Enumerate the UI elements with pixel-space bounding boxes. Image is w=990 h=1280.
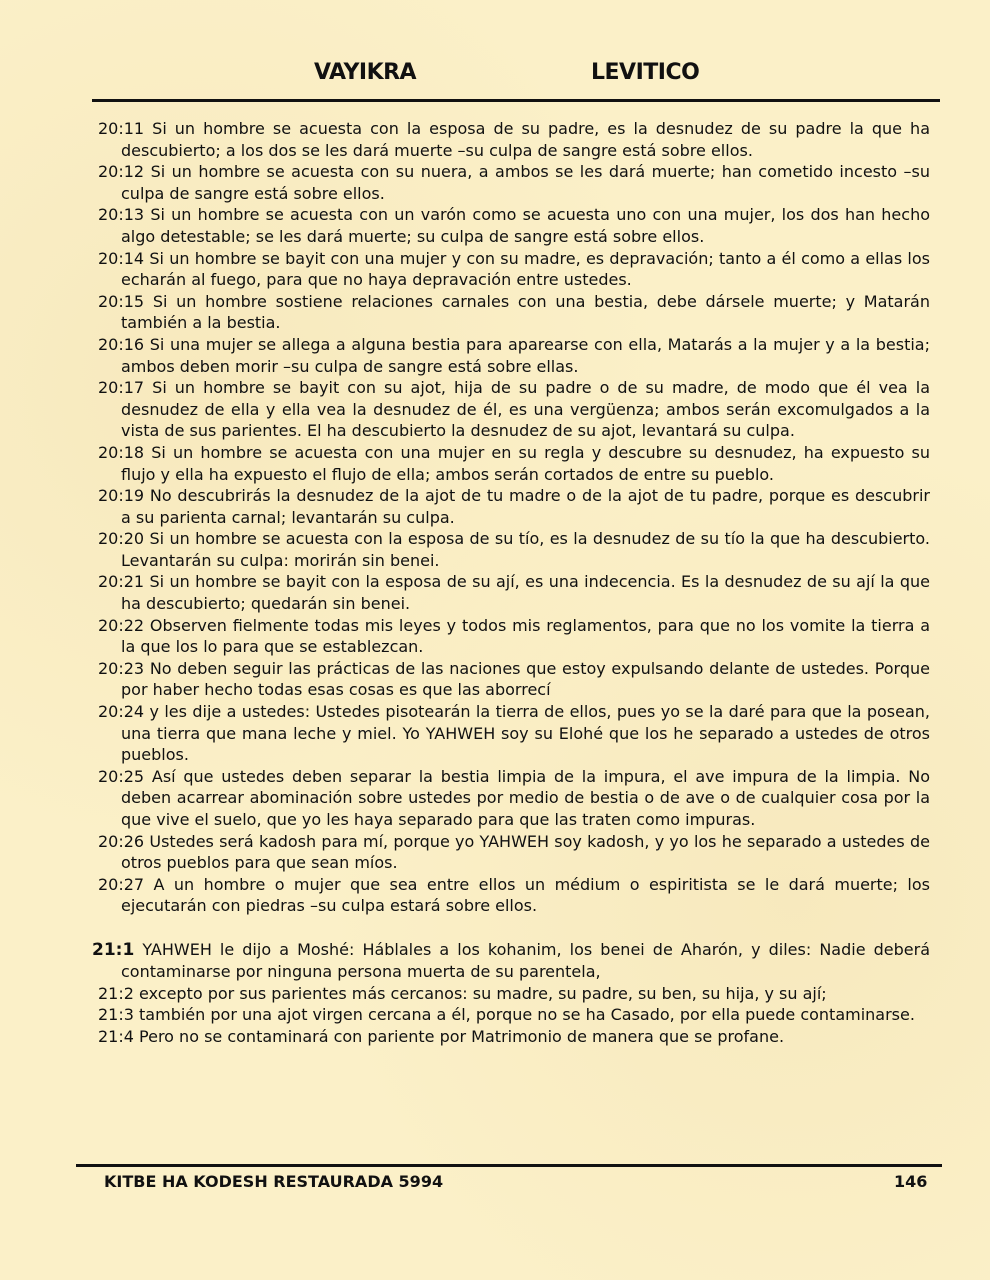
verse-number: 20:14 bbox=[98, 248, 145, 268]
verse-text: Si un hombre se acuesta con un varón como se acuesta uno con una mujer, los dos han hecho algo detestable; se les dará muerte; su culpa de sangre está sobre ellos. bbox=[121, 205, 931, 246]
footer-book-title: KITBE HA KODESH RESTAURADA 5994 bbox=[104, 1172, 444, 1191]
verse-number: 20:11 bbox=[98, 119, 145, 138]
verse bbox=[98, 1004, 930, 1026]
header-book-spanish: LEVITICO bbox=[591, 60, 700, 85]
verse-text: Si un hombre se acuesta con su nuera, a ambos se les dará muerte; han cometido incesto –su culpa de sangre está sobre ellos. bbox=[121, 162, 930, 203]
chapter-verse-number: 21:1 bbox=[92, 939, 135, 960]
verse bbox=[98, 334, 930, 377]
verse-number: 20:19 bbox=[98, 486, 145, 506]
verse-text: No deben seguir las prácticas de las naciones que estoy expulsando delante de ustedes. Porque por haber hecho todas esas cosas es que las aborrecí bbox=[121, 658, 930, 700]
footer-rule bbox=[76, 1164, 942, 1167]
header-rule bbox=[92, 99, 940, 102]
verse-text: Ustedes será kadosh para mí, porque yo YAHWEH soy kadosh, y yo los he separado a ustedes de otros pueblos para que sean míos. bbox=[121, 831, 930, 873]
verse bbox=[98, 766, 930, 831]
verse-text: YAHWEH le dijo a Moshé: Háblales a los kohanim, los benei de Aharón, y diles: Nadie deberá contaminarse por ninguna persona muerta de su parentela, bbox=[121, 939, 930, 982]
verse bbox=[98, 1026, 930, 1048]
verse-number: 20:20 bbox=[98, 529, 145, 549]
verse-text: Así que ustedes deben separar la bestia limpia de la impura, el ave impura de la limpia. No deben acarrear abominación sobre ustedes por medio de bestia o de ave o de cualquier cosa por la que vive el suelo, que yo les haya separado para que las traten como impuras. bbox=[121, 766, 930, 829]
page-number: 146 bbox=[894, 1172, 928, 1191]
verse-number: 20:25 bbox=[98, 766, 145, 786]
verse-text: excepto por sus parientes más cercanos: su madre, su padre, su ben, su hija, y su ají; bbox=[139, 983, 827, 1003]
verse bbox=[98, 874, 930, 917]
verse bbox=[98, 377, 930, 442]
verse-number: 20:26 bbox=[98, 831, 145, 851]
verse-number: 20:27 bbox=[98, 874, 145, 894]
verse bbox=[98, 701, 930, 766]
verse-text: A un hombre o mujer que sea entre ellos un médium o espiritista se le dará muerte; los ejecutarán con piedras –su culpa estará sobre ellos. bbox=[121, 874, 930, 916]
verse bbox=[98, 528, 930, 571]
verse-number: 20:24 bbox=[98, 702, 145, 722]
verse-number: 20:18 bbox=[98, 442, 145, 462]
verse bbox=[98, 204, 930, 247]
verse-text: Si un hombre se acuesta con la esposa de su tío, es la desnudez de su tío la que ha descubierto. Levantarán su culpa: morirán sin benei. bbox=[121, 529, 930, 570]
verse-text: Si un hombre se acuesta con la esposa de su padre, es la desnudez de su padre la que ha descubierto; a los dos se les dará muerte –su culpa de sangre está sobre ellos. bbox=[121, 119, 931, 160]
verse bbox=[98, 442, 930, 485]
verse bbox=[98, 615, 930, 658]
verse-number: 20:16 bbox=[98, 334, 145, 354]
verse-number: 21:2 bbox=[98, 983, 134, 1003]
verse-text: también por una ajot virgen cercana a él, porque no se ha Casado, por ella puede contaminarse. bbox=[139, 1005, 915, 1025]
verse-text: Si un hombre se bayit con la esposa de su ají, es una indecencia. Es la desnudez de su ají la que ha descubierto; quedarán sin benei. bbox=[121, 572, 931, 614]
verse-number: 20:15 bbox=[98, 291, 145, 311]
verse bbox=[98, 831, 930, 874]
page-header bbox=[0, 60, 990, 90]
verse-number: 20:12 bbox=[98, 162, 145, 182]
verse-text: Si una mujer se allega a alguna bestia para aparearse con ella, Matarás a la mujer y a la bestia; ambos deben morir –su culpa de sangre está sobre ellas. bbox=[121, 334, 931, 376]
verse-text: y les dije a ustedes: Ustedes pisotearán la tierra de ellos, pues yo se la daré para que la posean, una tierra que mana leche y miel. Yo YAHWEH soy su Elohé que los he separado a ustedes de otros pueblos. bbox=[121, 702, 931, 765]
verse-number: 20:21 bbox=[98, 572, 145, 592]
verse bbox=[98, 485, 930, 528]
verse-text: No descubrirás la desnudez de la ajot de tu madre o de la ajot de tu padre, porque es descubrir a su parienta carnal; levantarán su culpa. bbox=[121, 486, 930, 527]
verse-text: Si un hombre se bayit con una mujer y con su madre, es depravación; tanto a él como a ellas los echarán al fuego, para que no haya depravación entre ustedes. bbox=[121, 248, 931, 290]
verse bbox=[98, 118, 930, 161]
verse bbox=[98, 571, 930, 614]
verse bbox=[98, 291, 930, 334]
page-body bbox=[92, 118, 931, 1048]
verse-text: Pero no se contaminará con pariente por Matrimonio de manera que se profane. bbox=[139, 1026, 785, 1046]
verse-number: 20:13 bbox=[98, 205, 145, 225]
verse bbox=[98, 983, 930, 1005]
chapter-opening-verse bbox=[92, 939, 930, 983]
header-book-hebrew: VAYIKRA bbox=[314, 60, 417, 85]
verse bbox=[98, 161, 930, 204]
verse-number: 21:4 bbox=[98, 1026, 134, 1046]
verse bbox=[98, 658, 930, 701]
verse-text: Si un hombre se acuesta con una mujer en su regla y descubre su desnudez, ha expuesto su flujo y ella ha expuesto el flujo de ella; ambos serán cortados de entre su pueblo. bbox=[121, 442, 930, 484]
verse-text: Si un hombre se bayit con su ajot, hija de su padre o de su madre, de modo que él vea la desnudez de ella y ella vea la desnudez de él, es una vergüenza; ambos serán excomulgados a la vista de sus parientes. El ha descubierto la desnudez de su ajot, levantará su culpa. bbox=[121, 378, 930, 441]
verse-text: Observen fielmente todas mis leyes y todos mis reglamentos, para que no los vomite la tierra a la que los lo para que se establezcan. bbox=[121, 615, 930, 657]
verse-text: Si un hombre sostiene relaciones carnales con una bestia, debe dársele muerte; y Matarán también a la bestia. bbox=[121, 291, 930, 333]
verse-number: 20:22 bbox=[98, 615, 145, 635]
verse-number: 20:17 bbox=[98, 378, 145, 398]
verse bbox=[98, 248, 930, 291]
verse-number: 21:3 bbox=[98, 1005, 134, 1025]
verse-number: 20:23 bbox=[98, 658, 145, 678]
